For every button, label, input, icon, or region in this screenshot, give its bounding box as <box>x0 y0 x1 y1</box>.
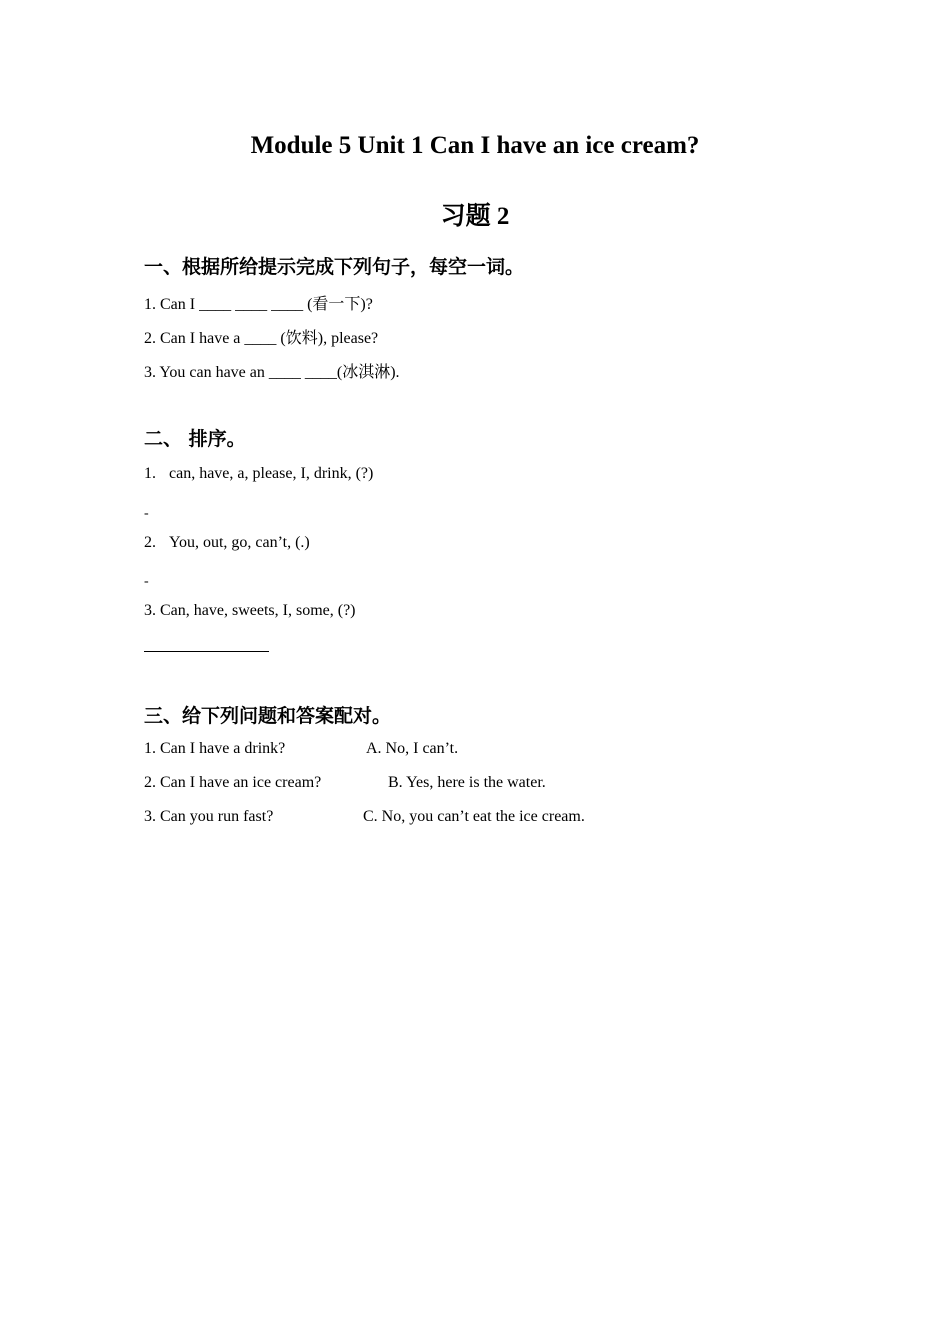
section-3-heading: 三、给下列问题和答案配对。 <box>144 705 392 727</box>
section-2-heading: 二、 排序。 <box>144 428 246 450</box>
section-2-item-2-number: 2. <box>144 534 156 551</box>
section-3-answer-c: C. No, you can’t eat the ice cream. <box>363 808 585 825</box>
document-title: Module 5 Unit 1 Can I have an ice cream? <box>250 132 700 159</box>
section-2-item-1 <box>144 465 373 483</box>
section-1-item-2: 2. Can I have a ____ (饮料), please? <box>144 330 379 347</box>
section-1-heading: 一、根据所给提示完成下列句子，每空一词。 <box>144 256 525 278</box>
section-3-answer-a: A. No, I can’t. <box>366 740 459 757</box>
section-2-item-1-text: can, have, a, please, I, drink, (?) <box>169 465 374 482</box>
section-2-item-3-answer-line <box>144 651 269 652</box>
section-3-question-3: 3. Can you run fast? <box>144 808 274 825</box>
section-2-item-1-answer-line: - <box>144 506 149 521</box>
section-3-answer-b: B. Yes, here is the water. <box>388 774 546 791</box>
section-2-item-2-answer-line: - <box>144 574 149 589</box>
section-2-item-3: 3. Can, have, sweets, I, some, (?) <box>144 602 356 619</box>
section-2-item-1-number: 1. <box>144 465 156 482</box>
section-3-question-2: 2. Can I have an ice cream? <box>144 774 322 791</box>
document-subtitle: 习题 2 <box>440 203 510 230</box>
section-2-item-2 <box>144 534 310 552</box>
section-1-item-1: 1. Can I ____ ____ ____ (看一下)? <box>144 296 373 313</box>
section-2-item-2-text: You, out, go, can’t, (.) <box>169 534 310 551</box>
section-3-question-1: 1. Can I have a drink? <box>144 740 286 757</box>
section-1-item-3: 3. You can have an ____ ____(冰淇淋). <box>144 364 400 381</box>
